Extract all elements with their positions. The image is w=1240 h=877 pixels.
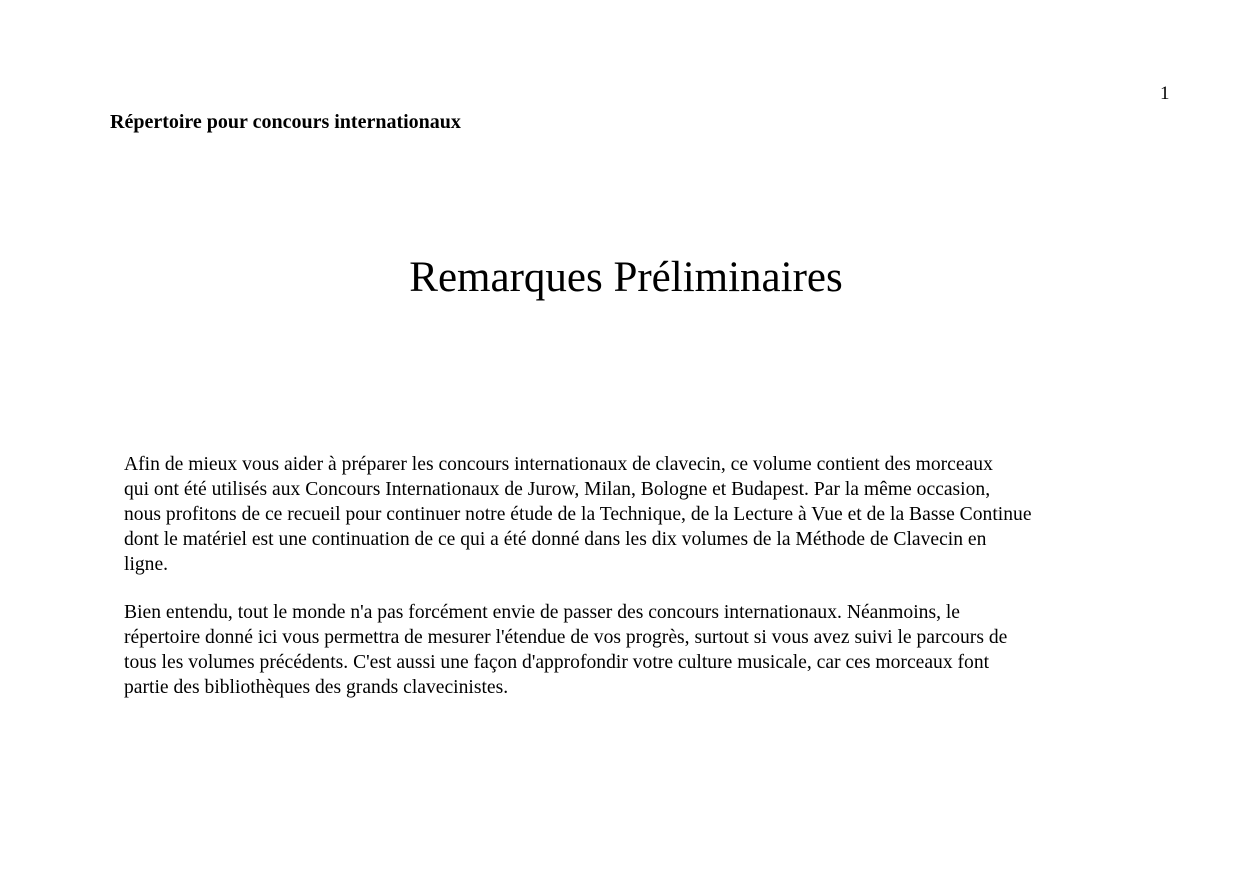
paragraph-line: tous les volumes précédents. C'est aussi une façon d'approfondir votre culture musicale, car ces morceaux font	[124, 652, 990, 673]
paragraph-line: nous profitons de ce recueil pour continuer notre étude de la Technique, de la Lecture à Vue et de la Basse Continue	[124, 504, 1032, 525]
paragraph-repertoire	[124, 600, 1124, 700]
paragraph-line: Afin de mieux vous aider à préparer les concours internationaux de clavecin, ce volume contient des morceaux	[124, 454, 993, 475]
paragraph-line: qui ont été utilisés aux Concours Internationaux de Jurow, Milan, Bologne et Budapest. Par la même occasion,	[124, 479, 991, 500]
page-number: 1	[1160, 83, 1170, 104]
paragraph-line: Bien entendu, tout le monde n'a pas forcément envie de passer des concours internationaux. Néanmoins, le	[124, 602, 961, 623]
running-header: Répertoire pour concours internationaux	[110, 111, 461, 133]
paragraph-line: dont le matériel est une continuation de ce qui a été donné dans les dix volumes de la Méthode de Clavecin en	[124, 529, 987, 550]
paragraph-intro	[124, 452, 1124, 577]
paragraph-line: ligne.	[124, 554, 169, 575]
page-title: Remarques Préliminaires	[409, 254, 843, 301]
paragraph-line: partie des bibliothèques des grands clavecinistes.	[124, 677, 509, 698]
paragraph-line: répertoire donné ici vous permettra de mesurer l'étendue de vos progrès, surtout si vous avez suivi le parcours de	[124, 627, 1008, 648]
